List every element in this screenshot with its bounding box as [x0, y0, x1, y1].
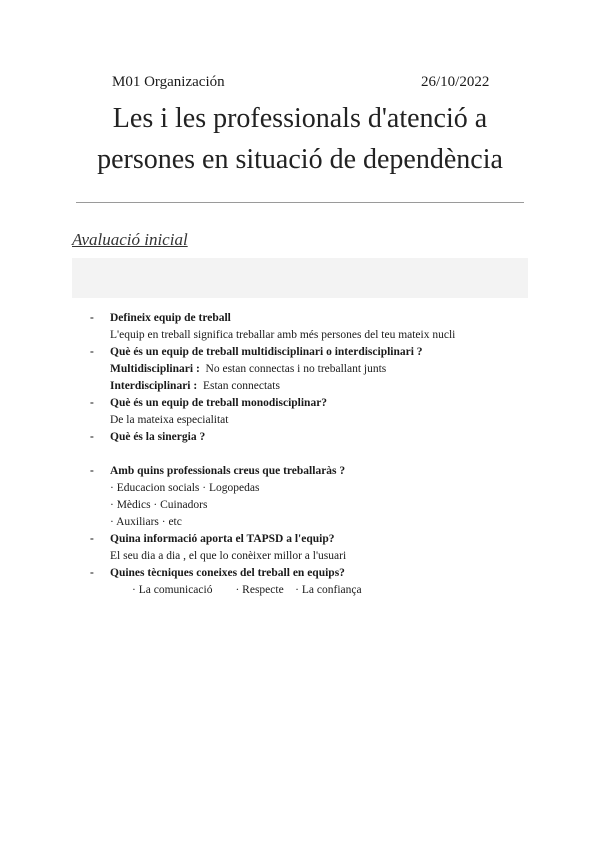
bullet-dash: - — [90, 312, 94, 324]
inter-label: Interdisciplinari : — [110, 380, 198, 392]
page-title — [40, 98, 560, 180]
date-label: 26/10/2022 — [421, 74, 490, 90]
course-label: M01 Organización — [112, 74, 225, 90]
question-3: Què és un equip de treball monodisciplinar? — [110, 397, 328, 409]
divider — [76, 202, 524, 203]
question-4: Què és la sinergia ? — [110, 431, 206, 443]
answer-6: El seu dia a dia , el que lo conèixer millor a l'usuari — [110, 550, 347, 562]
title-line-2: persones en situació de dependència — [97, 144, 503, 175]
multi-label: Multidisciplinari : — [110, 363, 200, 375]
question-2: Què és un equip de treball multidisciplinari o interdisciplinari ? — [110, 346, 423, 358]
question-5: Amb quins professionals creus que treballaràs ? — [110, 465, 346, 477]
answer-2-inter — [110, 378, 280, 395]
bullet-dash: - — [90, 346, 94, 358]
empty-block — [72, 258, 528, 298]
title-line-1: Les i les professionals d'atenció a — [112, 103, 488, 134]
answer-2-multi — [110, 361, 386, 378]
multi-text: No estan connectas i no treballant junts — [205, 363, 387, 375]
answer-5-line-1: · Educacion socials · Logopedas — [110, 482, 260, 494]
question-1: Defineix equip de treball — [110, 312, 231, 324]
answer-1: L'equip en treball significa treballar amb més persones del teu mateix nucli — [110, 329, 456, 341]
answer-7: · La comunicació · Respecte · La confiança — [132, 584, 362, 596]
question-7: Quines tècniques coneixes del treball en equips? — [110, 567, 345, 579]
bullet-dash: - — [90, 431, 94, 443]
inter-text: Estan connectats — [202, 380, 280, 392]
answer-5-line-3: · Auxiliars · etc — [110, 516, 182, 528]
section-heading: Avaluació inicial — [72, 230, 188, 249]
bullet-dash: - — [90, 465, 94, 477]
bullet-dash: - — [90, 567, 94, 579]
question-6: Quina informació aporta el TAPSD a l'equip? — [110, 533, 335, 545]
answer-5-line-2: · Mèdics · Cuinadors — [110, 499, 208, 511]
bullet-dash: - — [90, 397, 94, 409]
bullet-dash: - — [90, 533, 94, 545]
answer-3: De la mateixa especialitat — [110, 414, 229, 426]
